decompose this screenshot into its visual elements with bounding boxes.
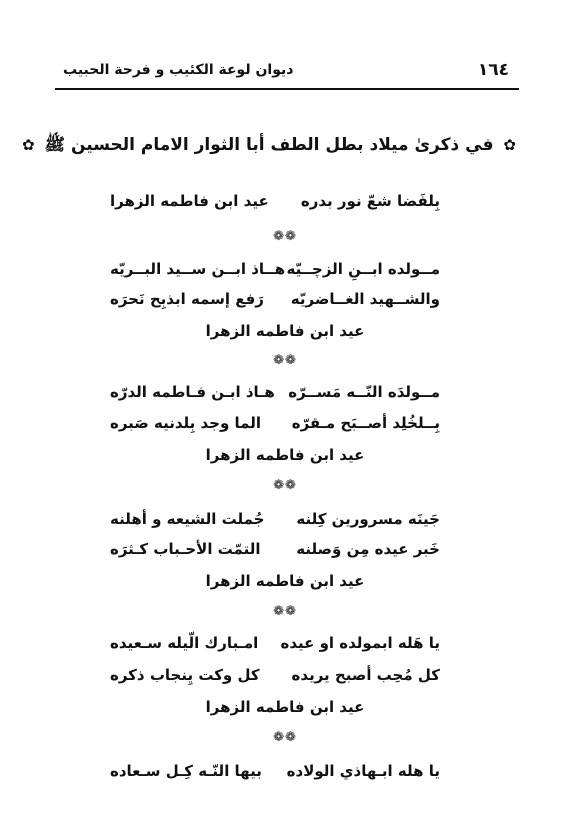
refrain-line: عيد ابن فاطمه الزهرا bbox=[205, 446, 365, 464]
stanza-separator: ❁❁ bbox=[273, 478, 297, 493]
verse-line bbox=[80, 414, 480, 440]
refrain-line: عيد ابن فاطمه الزهرا bbox=[205, 572, 365, 590]
second-hemistich: التمّت الأحـباب كـثرَه bbox=[110, 540, 261, 558]
page-number: ١٦٤ bbox=[477, 60, 509, 80]
refrain-line: عيد ابن فاطمه الزهرا bbox=[205, 698, 365, 716]
second-hemistich: بيها النّـه كِـل سـعاده bbox=[110, 762, 262, 780]
second-hemistich: رَفع إسمه ابذبِح نَحرَه bbox=[110, 290, 264, 308]
poem-title-text: في ذكرىٰ ميلاد بطل الطف أبا الثوار الامام الحسين bbox=[70, 135, 494, 155]
first-hemistich: يا هَله ابمولده او عيده bbox=[280, 634, 440, 652]
first-hemistich: والشــهيد الغــاضريّه bbox=[290, 290, 440, 308]
verse-line bbox=[80, 540, 480, 566]
verse-line-opening bbox=[80, 192, 480, 218]
ornament-icon: ✿ bbox=[21, 136, 35, 154]
second-hemistich: امـبارك الّيله سـعيده bbox=[110, 634, 259, 652]
first-hemistich: مــولدَه النّــه مَســرّه bbox=[288, 383, 440, 401]
stanza-separator: ❁❁ bbox=[273, 730, 297, 745]
refrain-line: عيد ابن فاطمه الزهرا bbox=[205, 322, 365, 340]
ornament-icon: ✿ bbox=[503, 136, 516, 154]
second-hemistich: كل وكت يِنجاب ذكره bbox=[110, 666, 260, 684]
second-hemistich: الما وجد بِلدنيه صَبره bbox=[110, 414, 262, 432]
stanza-separator: ❁❁ bbox=[273, 353, 297, 368]
first-hemistich: بِــلخُلِد أصــبَح مـقرّه bbox=[291, 414, 440, 432]
verse-line bbox=[80, 762, 480, 788]
second-hemistich: عيد ابن فاطمه الزهرا bbox=[110, 192, 269, 210]
verse-line bbox=[80, 260, 480, 286]
first-hemistich: يا هله ابـهاذي الولاده bbox=[286, 762, 440, 780]
first-hemistich: كل مُحِب أصبح يريده bbox=[291, 666, 440, 684]
verse-line bbox=[80, 290, 480, 316]
second-hemistich: هــاذ ابــن ســيد البــريّه bbox=[110, 260, 286, 278]
verse-line bbox=[80, 383, 480, 409]
header-divider bbox=[55, 88, 519, 90]
verse-line bbox=[80, 510, 480, 536]
stanza-separator: ❁❁ bbox=[273, 229, 297, 244]
honorific-glyph: ﷺ bbox=[44, 135, 66, 155]
running-book-title: ديوان لوعة الكئيب و فرحة الحبيب bbox=[63, 62, 294, 78]
verse-line bbox=[80, 634, 480, 660]
second-hemistich: جُملت الشيعه و أهلنه bbox=[110, 510, 265, 528]
first-hemistich: مــولده ابــنِ الزچــيّه bbox=[286, 260, 440, 278]
stanza-separator: ❁❁ bbox=[273, 604, 297, 619]
poem-title bbox=[21, 134, 520, 159]
page-header bbox=[55, 60, 515, 84]
verse-line bbox=[80, 666, 480, 692]
second-hemistich: هـاذ ابـن فـاطمه الدرّه bbox=[110, 383, 275, 401]
first-hemistich: جَينَه مسرورين كِلنه bbox=[296, 510, 440, 528]
first-hemistich: بِلفَضا شعّ نور بدره bbox=[300, 192, 440, 210]
first-hemistich: خَبر عيده مِن وَصلنه bbox=[296, 540, 440, 558]
